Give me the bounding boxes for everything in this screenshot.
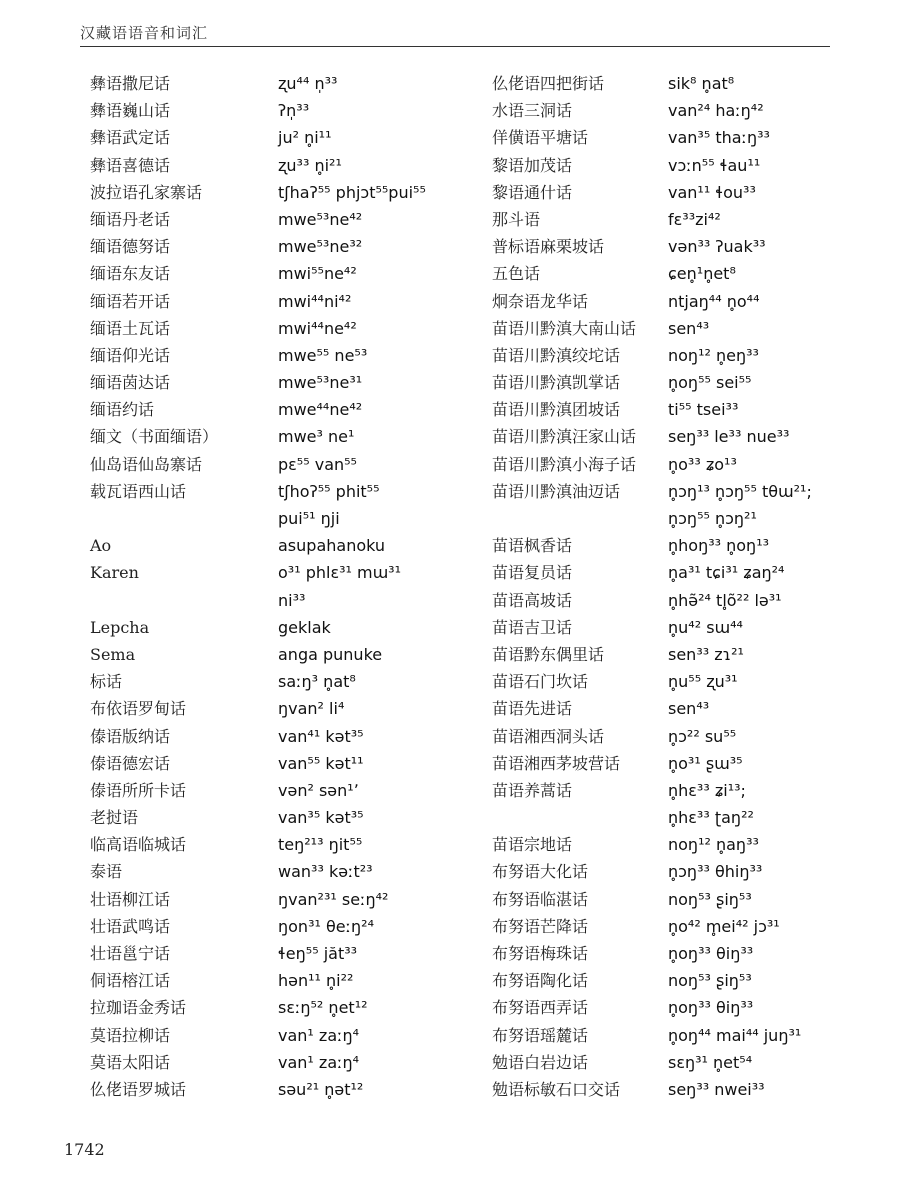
dialect-name: 布努语大化话 (492, 862, 589, 882)
phonetic-form: n̥o⁴² m̥ei⁴² jɔ³¹ (668, 916, 780, 936)
dialect-name: 壮语邕宁话 (90, 944, 171, 963)
dialect-name: 缅语东友话 (90, 264, 171, 284)
phonetic-form: mwe⁴⁴ne⁴² (278, 400, 363, 420)
phonetic-form: seŋ³³ le³³ nue³³ (668, 427, 790, 447)
phonetic-form: n̥ɔ²² su⁵⁵ (668, 726, 737, 746)
dialect-name: 苗语黔东偶里话 (492, 644, 605, 664)
dialect-name: 傣语德宏话 (90, 753, 171, 773)
entry-row (488, 260, 893, 287)
dialect-name: 苗语湘西洞头话 (492, 726, 605, 746)
phonetic-form: n̥hə̃²⁴ tl̥õ²² lə³¹ (668, 590, 782, 610)
dialect-name: 缅语土瓦话 (90, 318, 171, 338)
entry-row (488, 1022, 893, 1049)
phonetic-form: mwe⁵³ne³¹ (278, 373, 363, 393)
dialect-name: 普标语麻栗坡话 (492, 237, 605, 257)
dialect-name: 苗语川黔滇汪家山话 (492, 427, 637, 447)
dialect-name: 傣语所所卡话 (90, 780, 187, 800)
left-column (78, 70, 478, 1103)
entry-row (78, 152, 478, 179)
entry-row (78, 994, 478, 1021)
dialect-name: 缅文（书面缅语） (90, 427, 219, 447)
entry-row (488, 505, 893, 532)
dialect-name: 勉语白岩边话 (492, 1052, 589, 1072)
phonetic-form: səu²¹ n̥ət¹² (278, 1079, 364, 1099)
dialect-name: 拉珈语金秀话 (90, 998, 187, 1018)
entry-row (78, 886, 478, 913)
entry-row (78, 804, 478, 831)
dialect-name: 侗语榕江话 (90, 971, 171, 991)
phonetic-form: n̥ɔŋ³³ θhiŋ³³ (668, 862, 763, 882)
phonetic-form: ʐu⁴⁴ n̩³³ (278, 74, 338, 93)
entry-row (488, 695, 893, 722)
phonetic-form: n̥u⁴² sɯ⁴⁴ (668, 617, 743, 637)
phonetic-form: van³⁵ thaːŋ³³ (668, 128, 770, 148)
dialect-name: 标话 (90, 672, 123, 692)
dialect-name: 苗语川黔滇大南山话 (492, 318, 637, 338)
entry-row (488, 532, 893, 559)
dialect-name: 缅语若开话 (90, 291, 171, 311)
entry-row (78, 260, 478, 287)
entry-row (488, 858, 893, 885)
phonetic-form: tʃhaʔ⁵⁵ phjɔt⁵⁵pui⁵⁵ (278, 182, 426, 202)
phonetic-form: saːŋ³ n̥at⁸ (278, 672, 356, 692)
phonetic-form: n̥oŋ³³ θiŋ³³ (668, 998, 754, 1018)
entry-row (488, 206, 893, 233)
phonetic-form: noŋ⁵³ ʂiŋ⁵³ (668, 971, 752, 991)
dialect-name: 那斗语 (492, 209, 541, 229)
phonetic-form: mwi⁵⁵ne⁴² (278, 264, 357, 284)
phonetic-form: o³¹ phlɛ³¹ mɯ³¹ (278, 563, 402, 583)
entry-row (78, 641, 478, 668)
dialect-name: 临高语临城话 (90, 835, 187, 855)
phonetic-form: seŋ³³ nwei³³ (668, 1079, 765, 1099)
entry-row (78, 97, 478, 124)
phonetic-form: n̥a³¹ tɕi³¹ ʑaŋ²⁴ (668, 563, 785, 583)
entry-row (488, 342, 893, 369)
entry-row (78, 614, 478, 641)
dialect-name: 布努语临湛话 (492, 889, 589, 909)
phonetic-form: n̥ɔŋ⁵⁵ n̥ɔŋ²¹ (668, 509, 757, 528)
phonetic-form: ŋvan² li⁴ (278, 699, 345, 719)
dialect-name: 布努语芒降话 (492, 916, 589, 936)
dialect-name: 彝语武定话 (90, 128, 171, 148)
entry-row (488, 750, 893, 777)
entry-row (78, 478, 478, 505)
entry-row (78, 967, 478, 994)
phonetic-form: van¹¹ ɬou³³ (668, 182, 756, 202)
dialect-name: 彝语撒尼话 (90, 74, 171, 93)
entry-row (488, 668, 893, 695)
entry-row (488, 886, 893, 913)
dialect-name: 布努语瑶麓话 (492, 1025, 589, 1045)
dialect-name: 壮语柳江话 (90, 889, 171, 909)
dialect-name: 载瓦语西山话 (90, 481, 187, 501)
dialect-name: 苗语川黔滇凯掌话 (492, 373, 621, 393)
phonetic-form: n̥ɔŋ¹³ n̥ɔŋ⁵⁵ tθɯ²¹; (668, 481, 812, 501)
phonetic-form: n̥o³¹ ʂɯ³⁵ (668, 753, 743, 773)
phonetic-form: sɛŋ³¹ n̥et⁵⁴ (668, 1052, 753, 1072)
entry-row (78, 451, 478, 478)
dialect-name: 佯僙语平塘话 (492, 128, 589, 148)
entry-row (78, 532, 478, 559)
entry-row (488, 614, 893, 641)
phonetic-form: hən¹¹ n̥i²² (278, 971, 354, 991)
phonetic-form: vɔːn⁵⁵ ɬau¹¹ (668, 155, 761, 175)
phonetic-form: sik⁸ n̥at⁸ (668, 74, 735, 93)
phonetic-form: fɛ³³zi⁴² (668, 209, 721, 229)
entry-row (78, 750, 478, 777)
phonetic-form: n̥hɛ³³ ʑi¹³; (668, 780, 746, 800)
entry-row (78, 179, 478, 206)
entry-row (78, 124, 478, 151)
phonetic-form: n̥oŋ⁵⁵ sei⁵⁵ (668, 373, 752, 393)
dialect-name: 苗语宗地话 (492, 835, 573, 855)
dialect-name: 缅语仰光话 (90, 345, 171, 365)
phonetic-form: van³⁵ kət³⁵ (278, 808, 364, 828)
dialect-name: 仫佬语罗城话 (90, 1079, 187, 1099)
phonetic-form: ti⁵⁵ tsei³³ (668, 400, 739, 420)
entry-row (78, 1076, 478, 1103)
dialect-name: 泰语 (90, 862, 123, 882)
dialect-name: 苗语川黔滇油迈话 (492, 481, 621, 501)
entry-row (488, 940, 893, 967)
entry-row (78, 587, 478, 614)
entry-row (78, 396, 478, 423)
dialect-name: 缅语丹老话 (90, 209, 171, 229)
dialect-name: 苗语川黔滇团坡话 (492, 400, 621, 420)
entry-row (488, 152, 893, 179)
phonetic-form: van²⁴ haːŋ⁴² (668, 101, 764, 121)
dialect-name: 缅语茵达话 (90, 373, 171, 393)
dialect-name: 彝语巍山话 (90, 101, 171, 121)
phonetic-form: n̥u⁵⁵ ʐu³¹ (668, 672, 738, 692)
entry-row (78, 723, 478, 750)
dialect-name: Ao (90, 536, 112, 556)
phonetic-form: van⁵⁵ kət¹¹ (278, 753, 364, 773)
entry-row (488, 233, 893, 260)
dialect-name: 苗语石门坎话 (492, 672, 589, 692)
dialect-name: Sema (90, 644, 136, 664)
phonetic-form: noŋ⁵³ ʂiŋ⁵³ (668, 889, 752, 909)
phonetic-form: ʐu³³ n̥i²¹ (278, 155, 342, 175)
entry-row (488, 124, 893, 151)
dialect-name: 布努语梅珠话 (492, 944, 589, 963)
entry-row (78, 695, 478, 722)
dialect-name: 苗语枫香话 (492, 536, 573, 556)
phonetic-form: noŋ¹² n̥aŋ³³ (668, 835, 759, 855)
phonetic-form: mwe⁵³ne⁴² (278, 209, 363, 229)
entry-row (488, 559, 893, 586)
entry-row (78, 233, 478, 260)
phonetic-form: n̥oŋ⁴⁴ mai⁴⁴ juŋ³¹ (668, 1025, 802, 1045)
phonetic-form: wan³³ kəːt²³ (278, 862, 373, 882)
entry-row (488, 831, 893, 858)
running-head: 汉藏语语音和词汇 (80, 24, 209, 42)
phonetic-form: ju² n̥i¹¹ (278, 128, 332, 148)
phonetic-form: sen⁴³ (668, 699, 710, 719)
entry-row (488, 777, 893, 804)
phonetic-form: mwe⁵³ne³² (278, 237, 363, 257)
phonetic-form: ŋvan²³¹ seːŋ⁴² (278, 889, 389, 909)
entry-row (78, 668, 478, 695)
phonetic-form: n̥o³³ ʑo¹³ (668, 454, 737, 474)
dialect-name: 苗语吉卫话 (492, 617, 573, 637)
entry-row (78, 940, 478, 967)
entry-row (78, 777, 478, 804)
page-number: 1742 (64, 1140, 105, 1159)
phonetic-form: teŋ²¹³ ŋit⁵⁵ (278, 835, 363, 855)
dialect-name: 苗语复员话 (492, 563, 573, 583)
phonetic-form: geklak (278, 617, 331, 637)
entry-row (488, 369, 893, 396)
dialect-name: 仙岛语仙岛寨话 (90, 454, 203, 474)
phonetic-form: pui⁵¹ ŋji (278, 509, 340, 528)
entry-row (488, 967, 893, 994)
dialect-name: 布努语西弄话 (492, 998, 589, 1018)
phonetic-form: n̥hɛ³³ ʈaŋ²² (668, 808, 754, 828)
phonetic-form: sen³³ zɿ²¹ (668, 644, 744, 664)
phonetic-form: ntjaŋ⁴⁴ n̥o⁴⁴ (668, 291, 760, 311)
dialect-name: 黎语通什话 (492, 182, 573, 202)
dialect-name: 布依语罗甸话 (90, 699, 187, 719)
dialect-name: 苗语养蒿话 (492, 780, 573, 800)
dialect-name: 苗语先进话 (492, 699, 573, 719)
entry-row (488, 1076, 893, 1103)
entry-row (78, 70, 478, 97)
entry-row (488, 804, 893, 831)
dialect-name: 仫佬语四把街话 (492, 74, 605, 93)
dialect-name: 缅语德努话 (90, 237, 171, 257)
dialect-name: 勉语标敏石口交话 (492, 1079, 621, 1099)
phonetic-form: pɛ⁵⁵ van⁵⁵ (278, 454, 357, 474)
phonetic-form: sɛːŋ⁵² n̥et¹² (278, 998, 368, 1018)
dialect-name: 老挝语 (90, 808, 139, 828)
phonetic-form: mwe⁵⁵ ne⁵³ (278, 345, 368, 365)
entry-row (488, 1049, 893, 1076)
entry-row (488, 723, 893, 750)
phonetic-form: noŋ¹² n̥eŋ³³ (668, 345, 759, 365)
phonetic-form: ɬeŋ⁵⁵ jăt³³ (278, 944, 358, 963)
entry-row (78, 369, 478, 396)
phonetic-form: tʃhoʔ⁵⁵ phit⁵⁵ (278, 481, 380, 501)
phonetic-form: mwi⁴⁴ne⁴² (278, 318, 357, 338)
dialect-name: 莫语太阳话 (90, 1052, 171, 1072)
entry-row (78, 1049, 478, 1076)
phonetic-form: ɕen̥¹n̥et⁸ (668, 264, 736, 284)
phonetic-form: sen⁴³ (668, 318, 710, 338)
entry-row (488, 994, 893, 1021)
entry-row (488, 641, 893, 668)
dialect-name: 缅语约话 (90, 400, 155, 420)
phonetic-form: ni³³ (278, 590, 306, 610)
entry-row (488, 587, 893, 614)
entry-row (488, 423, 893, 450)
entry-row (78, 1022, 478, 1049)
dialect-name: 炯奈语龙华话 (492, 291, 589, 311)
entry-row (488, 478, 893, 505)
phonetic-form: asupahanoku (278, 536, 386, 556)
dialect-name: 布努语陶化话 (492, 971, 589, 991)
entry-row (78, 858, 478, 885)
phonetic-form: anga punuke (278, 644, 383, 664)
phonetic-form: vən³³ ʔuak³³ (668, 237, 766, 257)
entry-row (78, 288, 478, 315)
dialect-name: 彝语喜德话 (90, 155, 171, 175)
dialect-name: 莫语拉柳话 (90, 1025, 171, 1045)
entry-row (488, 70, 893, 97)
phonetic-form: mwe³ ne¹ (278, 427, 355, 447)
dialect-name: Karen (90, 563, 139, 583)
phonetic-form: vən² sən¹ʼ (278, 780, 359, 800)
entry-row (488, 451, 893, 478)
phonetic-form: van¹ zaːŋ⁴ (278, 1025, 360, 1045)
entry-row (78, 505, 478, 532)
entry-row (488, 315, 893, 342)
entry-row (488, 288, 893, 315)
entry-row (488, 913, 893, 940)
dialect-name: 苗语川黔滇小海子话 (492, 454, 637, 474)
dialect-name: 苗语川黔滇绞坨话 (492, 345, 621, 365)
dialect-name: Lepcha (90, 617, 150, 637)
phonetic-form: van¹ zaːŋ⁴ (278, 1052, 360, 1072)
entry-row (488, 97, 893, 124)
dialect-name: 傣语版纳话 (90, 726, 171, 746)
entry-row (488, 179, 893, 206)
dialect-name: 水语三洞话 (492, 101, 573, 121)
phonetic-form: n̥hoŋ³³ n̥oŋ¹³ (668, 536, 770, 556)
dialect-name: 苗语高坡话 (492, 590, 573, 610)
phonetic-form: ŋon³¹ θeːŋ²⁴ (278, 916, 374, 936)
entry-row (488, 396, 893, 423)
dialect-name: 黎语加茂话 (492, 155, 573, 175)
dialect-name: 波拉语孔家寨话 (90, 182, 203, 202)
entry-row (78, 206, 478, 233)
entry-row (78, 559, 478, 586)
entry-row (78, 423, 478, 450)
dialect-name: 壮语武鸣话 (90, 916, 171, 936)
dialect-name: 苗语湘西茅坡营话 (492, 753, 621, 773)
phonetic-form: mwi⁴⁴ni⁴² (278, 291, 352, 311)
right-column (488, 70, 893, 1103)
entry-row (78, 913, 478, 940)
entry-row (78, 315, 478, 342)
entry-row (78, 831, 478, 858)
phonetic-form: ʔn̩³³ (278, 101, 310, 121)
entry-row (78, 342, 478, 369)
phonetic-form: n̥oŋ³³ θiŋ³³ (668, 944, 754, 963)
header-rule (80, 46, 830, 47)
dialect-name: 五色话 (492, 264, 541, 284)
phonetic-form: van⁴¹ kət³⁵ (278, 726, 364, 746)
